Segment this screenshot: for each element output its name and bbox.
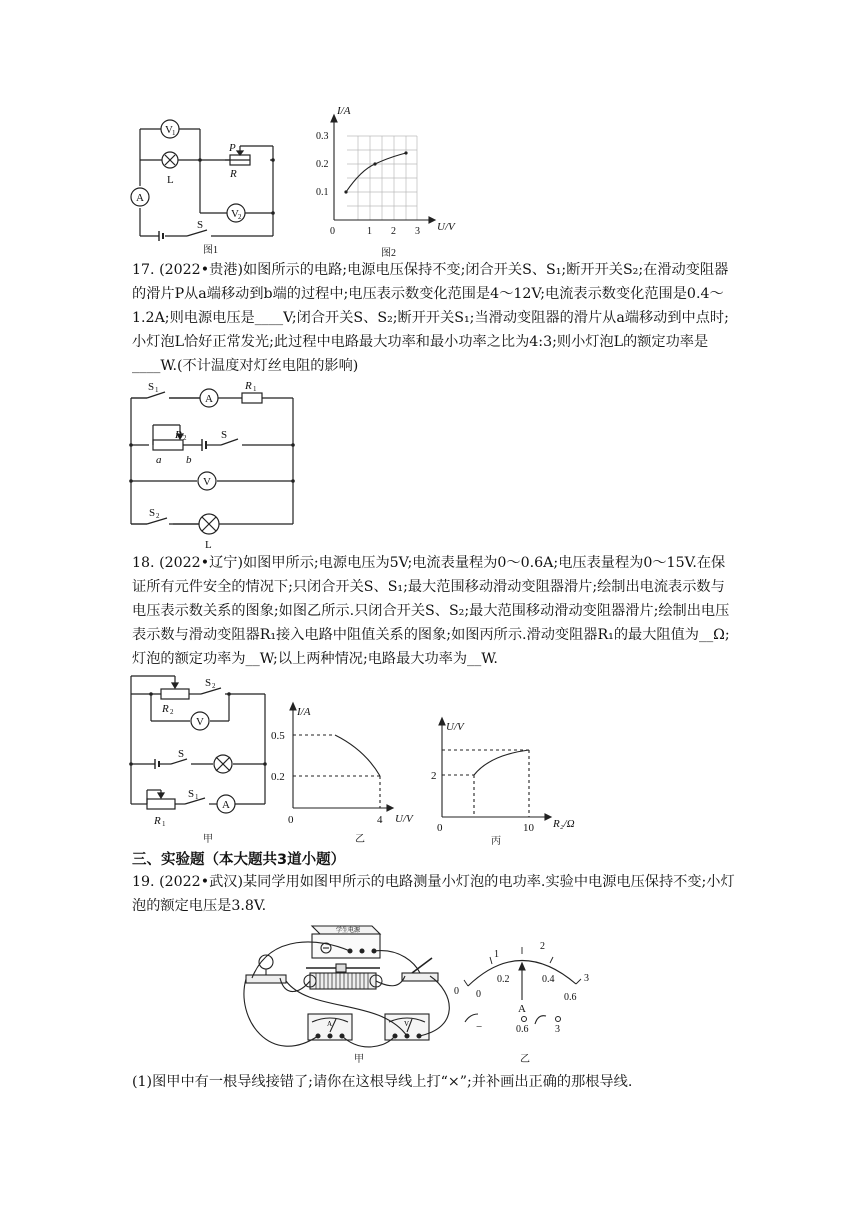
s1-sub: 1 (155, 386, 159, 394)
switch-label: S (221, 429, 228, 441)
figure-bing-caption: 丙 (491, 836, 501, 847)
graph2-xlabel: U/V (437, 221, 455, 233)
s1-label: S (188, 788, 195, 800)
lamp-label: L (167, 174, 174, 186)
dial-tick-inner: 0.2 (497, 974, 510, 985)
lamp-label: L (205, 539, 212, 550)
figure-q16 (125, 100, 475, 260)
graph2-xtick: 1 (367, 226, 372, 237)
graph-yi-ytick: 0.5 (271, 730, 285, 742)
ammeter-label: A (136, 192, 144, 204)
graph2-ylabel: I/A (337, 105, 351, 117)
v2-sub: 2 (238, 213, 242, 221)
figure-q17 (125, 378, 305, 550)
r1-label: R (245, 380, 252, 392)
s2-sub: 2 (212, 682, 216, 690)
v2-label: V (231, 208, 239, 220)
graph-bing-xlabel: R₂/Ω (553, 818, 575, 830)
v1-sub: 1 (172, 129, 176, 137)
graph-bing-xtick: 10 (523, 822, 534, 834)
graph2-ytick: 0.2 (316, 159, 329, 170)
r2-sub: 2 (183, 434, 187, 442)
graph2-xtick: 2 (391, 226, 396, 237)
graph2-xtick: 0 (330, 226, 335, 237)
question-19-sub1: (1)图甲中有一根导线接错了;请你在这根导线上打“×”;并补画出正确的那根导线. (132, 1074, 633, 1090)
question-18-text: 18. (2022•辽宁)如图甲所示;电源电压为5V;电流表量程为0～0.6A;电压表量程为0～15V.在保证所有元件安全的情况下;只闭合开关S、S₁;最大范围移动滑动变阻器滑片;绘制出电流表示数与电压表示数关系的图象;如图乙所示.只闭合开关S、S₂;最大范围移动滑动变阻器滑片;绘制出电压表示数与滑动变阻器R₁接入电路中阻值关系的图象;如图丙所示.滑动变阻器R₁的最大阻值为__Ω;灯泡的额定功率为__W;以上两种情况;电路最大功率为__W. (132, 555, 730, 667)
voltmeter-face-label: V (404, 1020, 410, 1028)
r1-label: R (154, 815, 161, 827)
power-supply-label: 学生电源 (336, 928, 361, 934)
dial-tick: 2 (540, 941, 545, 952)
terminal-label: 0.6 (516, 1024, 529, 1035)
slider-p-label: P (229, 142, 236, 154)
dial-tick: 0 (454, 986, 459, 997)
rheostat-label: R (230, 168, 237, 180)
v1-label: V (165, 124, 173, 136)
dial-tick-inner: 0.6 (564, 992, 577, 1003)
figure-2-caption: 图2 (381, 248, 396, 259)
terminal-label: − (476, 1021, 483, 1033)
r2-label: R (175, 429, 182, 441)
dial-tick: 3 (584, 973, 589, 984)
r1-sub: 1 (162, 820, 166, 828)
graph-yi-xtick: 4 (377, 814, 383, 826)
figure-jia-caption: 甲 (203, 834, 213, 845)
graph-yi-origin: 0 (288, 814, 294, 826)
ammeter-label: A (222, 799, 230, 811)
ammeter-label: A (205, 393, 213, 405)
question-17-text: 17. (2022•贵港)如图所示的电路;电源电压保持不变;闭合开关S、S₁;断开开关S₂;在滑动变阻器的滑片P从a端移动到b端的过程中;电压表示数变化范围是4～12V;电流表示数变化范围是0.4～1.2A;则电源电压是____V;闭合开关S、S₂;断开开关S₁;当滑动变阻器的滑片从a端移动到中点时;小灯泡L恰好正常发光;此过程中电路最大功率和最小功率之比为4:3;则小灯泡L的额定功率是____W.(不计温度对灯丝电阻的影响) (132, 262, 729, 374)
graph-bing-origin: 0 (437, 822, 443, 834)
end-b-label: b (186, 454, 192, 466)
graph2-xtick: 3 (415, 226, 420, 237)
end-a-label: a (156, 454, 162, 466)
dial-tick: 1 (494, 949, 499, 960)
s2-sub: 2 (156, 512, 160, 520)
graph-bing-ytick: 2 (431, 770, 437, 782)
graph2-ytick: 0.3 (316, 131, 329, 142)
question-19-text: 19. (2022•武汉)某同学用如图甲所示的电路测量小灯泡的电功率.实验中电源电压保持不变;小灯泡的额定电压是3.8V. (132, 874, 735, 914)
ammeter-face-label: A (327, 1020, 333, 1028)
dial-tick-inner: 0.4 (542, 974, 555, 985)
graph-bing-ylabel: U/V (446, 721, 464, 733)
r2-sub: 2 (170, 708, 174, 716)
terminal-label: 3 (555, 1024, 560, 1035)
s1-sub: 1 (195, 793, 199, 801)
switch-label: S (178, 748, 185, 760)
graph2-ytick: 0.1 (316, 187, 329, 198)
figure-yi-caption: 乙 (520, 1054, 530, 1065)
figure-1-caption: 图1 (203, 245, 218, 256)
voltmeter-label: V (196, 716, 204, 728)
figure-jia-caption: 甲 (354, 1054, 364, 1065)
graph-yi-ytick: 0.2 (271, 771, 285, 783)
figure-q19 (240, 918, 600, 1070)
dial-tick-inner-zero: 0 (476, 989, 481, 1000)
graph-yi-xlabel: U/V (395, 813, 413, 825)
dial-unit: A (518, 1003, 526, 1015)
figure-q18 (125, 668, 595, 850)
graph-yi-ylabel: I/A (297, 706, 311, 718)
r1-sub: 1 (253, 385, 257, 393)
switch-label: S (197, 219, 204, 231)
s1-label: S (148, 381, 155, 393)
r2-label: R (162, 703, 169, 715)
voltmeter-label: V (203, 476, 211, 488)
figure-yi-caption: 乙 (355, 834, 365, 845)
section-title: 三、实验题（本大题共3道小题） (132, 852, 346, 868)
s2-label: S (205, 677, 212, 689)
s2-label: S (149, 507, 156, 519)
